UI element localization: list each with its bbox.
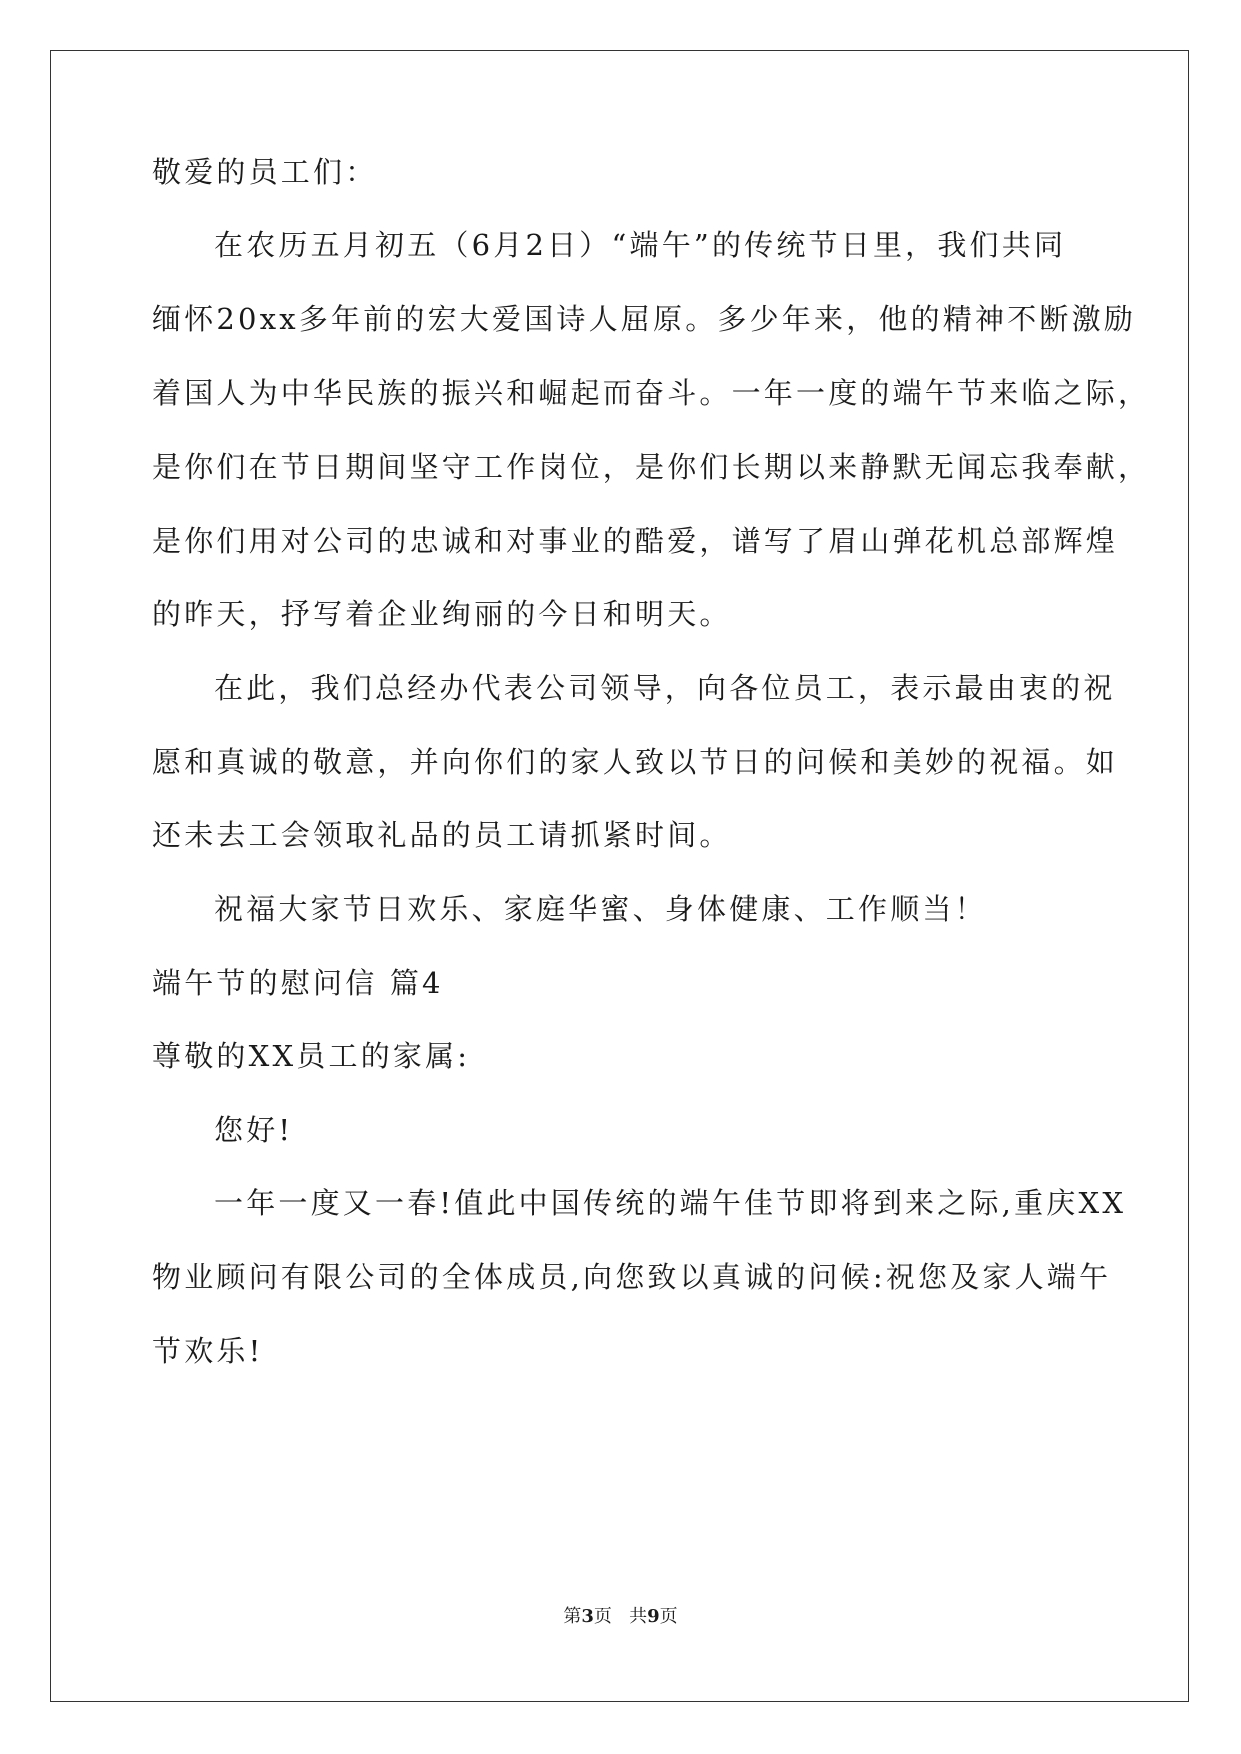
- total-pages-number: 9: [647, 1606, 660, 1627]
- footer-total-suffix: 页: [659, 1606, 678, 1627]
- body-line: 着国人为中华民族的振兴和崛起而奋斗。一年一度的端午节来临之际，: [152, 376, 1151, 410]
- footer-page-word: 页: [593, 1606, 612, 1627]
- body-line: 在农历五月初五（6月2日）“端午”的传统节日里，我们共同: [214, 228, 1067, 262]
- body-line: 缅怀20xx多年前的宏大爱国诗人屈原。多少年来，他的精神不断激励: [152, 302, 1137, 336]
- footer-total-prefix: 共: [629, 1606, 648, 1627]
- body-line: 还未去工会领取礼品的员工请抓紧时间。: [152, 818, 732, 852]
- body-line: 一年一度又一春!值此中国传统的端午佳节即将到来之际,重庆XX: [214, 1186, 1127, 1220]
- body-line: 是你们用对公司的忠诚和对事业的酷爱，谱写了眉山弹花机总部辉煌: [152, 524, 1119, 558]
- body-line: 物业顾问有限公司的全体成员,向您致以真诚的问候:祝您及家人端午: [152, 1260, 1112, 1294]
- footer-prefix: 第: [563, 1606, 582, 1627]
- salutation: 尊敬的XX员工的家属:: [152, 1039, 471, 1073]
- page-border: [50, 50, 1189, 1702]
- salutation: 敬爱的员工们：: [152, 155, 378, 189]
- body-line: 愿和真诚的敬意，并向你们的家人致以节日的问候和美妙的祝福。如: [152, 745, 1119, 779]
- section-heading: 端午节的慰问信 篇4: [152, 966, 444, 1000]
- page-footer: [0, 1605, 1241, 1629]
- current-page-number: 3: [581, 1606, 594, 1627]
- body-line: 在此，我们总经办代表公司领导，向各位员工，表示最由衷的祝: [214, 671, 1116, 705]
- greeting: 您好!: [214, 1113, 294, 1147]
- body-line: 祝福大家节日欢乐、家庭华蜜、身体健康、工作顺当！: [214, 892, 987, 926]
- body-line: 节欢乐!: [152, 1334, 264, 1368]
- body-line: 是你们在节日期间坚守工作岗位，是你们长期以来静默无闻忘我奉献，: [152, 450, 1151, 484]
- body-line: 的昨天，抒写着企业绚丽的今日和明天。: [152, 597, 732, 631]
